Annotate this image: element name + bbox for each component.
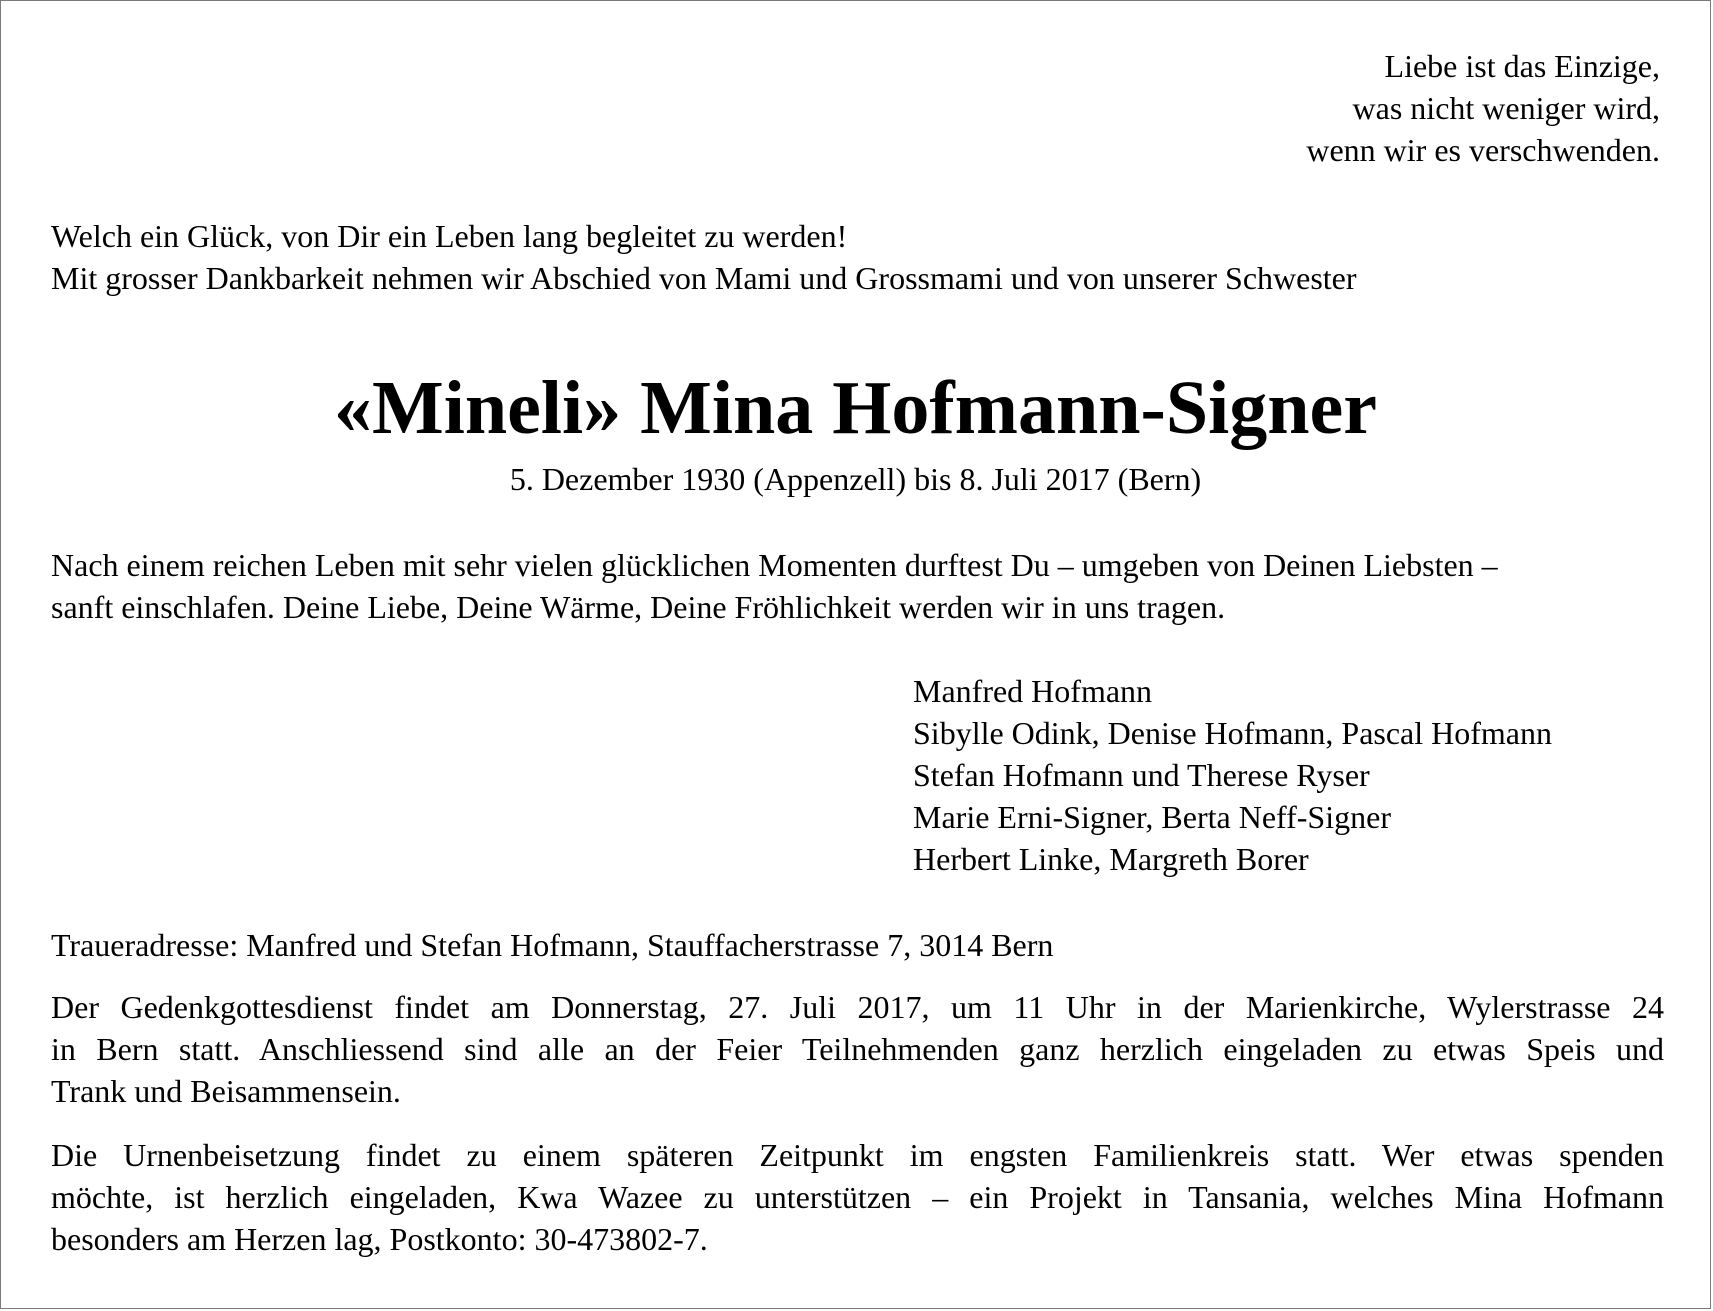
mourner-entry: Stefan Hofmann und Therese Ryser: [913, 757, 1370, 793]
memorial-service-paragraph: [51, 986, 1664, 1112]
mourner-entry: Herbert Linke, Margreth Borer: [913, 841, 1309, 877]
mourner-entry: Sibylle Odink, Denise Hofmann, Pascal Hofmann: [913, 715, 1552, 751]
message-line: Nach einem reichen Leben mit sehr vielen glücklichen Momenten durftest Du – umgeben von Deinen Liebsten –: [51, 547, 1498, 583]
urn-burial-paragraph: [51, 1134, 1664, 1260]
burial-line: Die Urnenbeisetzung findet zu einem späteren Zeitpunkt im engsten Familienkreis statt. Wer etwas spenden: [51, 1137, 1664, 1173]
life-dates: 5. Dezember 1930 (Appenzell) bis 8. Juli 2017 (Bern): [509, 461, 1202, 497]
burial-line: möchte, ist herzlich eingeladen, Kwa Wazee zu unterstützen – ein Projekt in Tansania, welches Mina Hofmann: [51, 1179, 1664, 1215]
intro-line: Mit grosser Dankbarkeit nehmen wir Abschied von Mami und Grossmami und von unserer Schwester: [51, 260, 1357, 296]
message-line: sanft einschlafen. Deine Liebe, Deine Wärme, Deine Fröhlichkeit werden wir in uns tragen.: [51, 589, 1226, 625]
burial-line: besonders am Herzen lag, Postkonto: 30-473802-7.: [51, 1221, 708, 1257]
mourner-entry: Manfred Hofmann: [913, 673, 1153, 709]
motto-line: wenn wir es verschwenden.: [1306, 132, 1660, 168]
motto-line: was nicht weniger wird,: [1352, 90, 1660, 126]
service-line: Trank und Beisammensein.: [51, 1073, 401, 1109]
deceased-name: «Mineli» Mina Hofmann-Signer: [334, 366, 1377, 450]
mourning-address: Traueradresse: Manfred und Stefan Hofmann, Stauffacherstrasse 7, 3014 Bern: [51, 927, 1054, 963]
intro-text: [51, 215, 1357, 299]
farewell-message: [51, 544, 1498, 628]
mourner-entry: Marie Erni-Signer, Berta Neff-Signer: [913, 799, 1391, 835]
motto-quote: [1306, 45, 1660, 171]
service-line: Der Gedenkgottesdienst findet am Donnerstag, 27. Juli 2017, um 11 Uhr in der Marienkirche, Wylerstrasse 24: [51, 989, 1664, 1025]
motto-line: Liebe ist das Einzige,: [1384, 48, 1660, 84]
intro-line: Welch ein Glück, von Dir ein Leben lang begleitet zu werden!: [51, 218, 848, 254]
service-line: in Bern statt. Anschliessend sind alle an der Feier Teilnehmenden ganz herzlich eingeladen zu etwas Speis und: [51, 1031, 1664, 1067]
mourners-list: [913, 670, 1552, 880]
